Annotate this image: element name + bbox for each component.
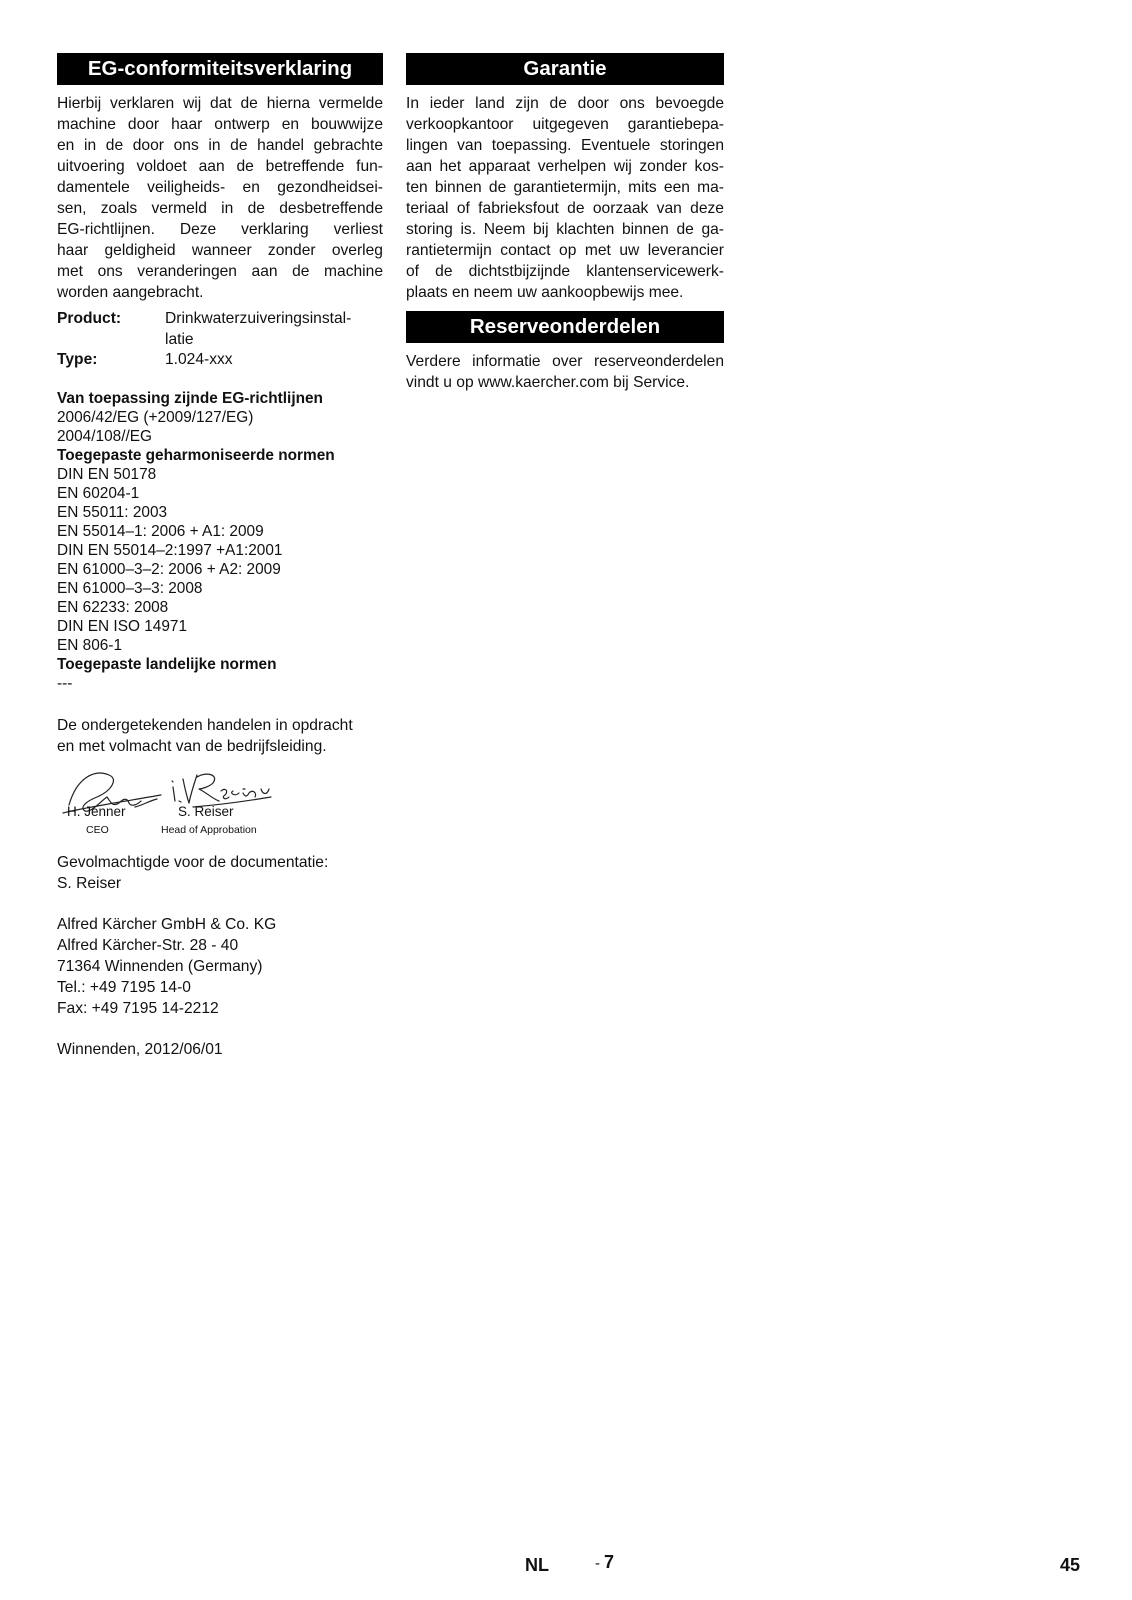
warranty-heading: Garantie <box>406 53 724 85</box>
text-line: of de dichtstbijzijnde klantenservicewerk- <box>406 263 724 280</box>
signature-reiser <box>172 774 269 803</box>
type-label: Type: <box>57 351 98 368</box>
type-row <box>57 350 383 371</box>
text-line: haar geldigheid wanneer zonder overleg <box>57 242 383 259</box>
product-value-line: latie <box>165 330 194 348</box>
harmonised-norm: EN 55011: 2003 <box>57 503 168 521</box>
harmonised-norms-heading: Toegepaste geharmoniseerde normen <box>57 446 335 464</box>
text-line: Verdere informatie over reserveonderdelen <box>406 353 724 370</box>
footer-page-number: 45 <box>1060 1555 1081 1575</box>
address-line: 71364 Winnenden (Germany) <box>57 957 263 975</box>
footer-dash: - <box>595 1555 600 1572</box>
national-norms-value: --- <box>57 674 73 692</box>
declaration-intro <box>57 93 383 303</box>
text-line: plaats en neem uw aankoopbewijs mee. <box>406 284 684 301</box>
harmonised-norm: DIN EN 55014–2:1997 +A1:2001 <box>57 541 283 559</box>
eg-directive: 2006/42/EG (+2009/127/EG) <box>57 408 254 426</box>
harmonised-norm: EN 62233: 2008 <box>57 598 169 616</box>
text-line: EG-richtlijnen. Deze verklaring verliest <box>57 221 383 238</box>
text-line: damentele veiligheids- en gezondheidsei- <box>57 179 383 196</box>
text-line: met ons veranderingen aan de machine <box>57 263 383 280</box>
text-line: en met volmacht van de bedrijfsleiding. <box>57 737 327 755</box>
text-line: uitvoering voldoet aan de betreffende fun- <box>57 158 383 175</box>
signatory-statement <box>57 715 383 757</box>
signatures <box>57 767 383 862</box>
text-line: verkoopkantoor uitgegeven garantiebepa- <box>406 116 724 133</box>
product-value-line: Drinkwaterzuiveringsinstal- <box>165 310 352 327</box>
harmonised-norm: DIN EN 50178 <box>57 465 157 483</box>
address-line: Alfred Kärcher-Str. 28 - 40 <box>57 936 239 954</box>
signer-1-name: H. Jenner <box>67 803 126 819</box>
text-line: S. Reiser <box>57 874 122 892</box>
text-line: aan het apparaat verhelpen wij zonder kos- <box>406 158 724 175</box>
place-date-text: Winnenden, 2012/06/01 <box>57 1040 223 1058</box>
norms-list <box>57 389 383 693</box>
eg-directives-heading: Van toepassing zijnde EG-richtlijnen <box>57 389 323 407</box>
product-value <box>165 309 383 350</box>
text-line: sen, zoals vermeld in de desbetreffende <box>57 200 383 217</box>
declaration-heading: EG-conformiteitsverklaring <box>57 53 383 85</box>
text-line: De ondergetekenden handelen in opdracht <box>57 716 353 734</box>
text-line: storing is. Neem bij klachten binnen de ga- <box>406 221 724 238</box>
signer-1-role: CEO <box>86 823 109 836</box>
eg-directive: 2004/108//EG <box>57 427 152 445</box>
company-address <box>57 914 383 1019</box>
harmonised-norm: EN 806-1 <box>57 636 123 654</box>
text-line: teriaal of fabrieksfout de oorzaak van deze <box>406 200 724 217</box>
signer-2-role: Head of Approbation <box>161 823 257 836</box>
address-line: Fax: +49 7195 14-2212 <box>57 999 219 1017</box>
product-row <box>57 309 383 350</box>
harmonised-norm: EN 61000–3–2: 2006 + A2: 2009 <box>57 560 281 578</box>
spare-parts-text <box>406 351 724 393</box>
spare-parts-heading: Reserveonderdelen <box>406 311 724 343</box>
national-norms-heading: Toegepaste landelijke normen <box>57 655 277 673</box>
product-label: Product: <box>57 310 122 327</box>
text-line: rantietermijn contact op met uw leverancier <box>406 242 724 259</box>
address-line: Alfred Kärcher GmbH & Co. KG <box>57 915 277 933</box>
text-line: Gevolmachtigde voor de documentatie: <box>57 853 329 871</box>
text-line: en in de door ons in de handel gebrachte <box>57 137 383 154</box>
address-line: Tel.: +49 7195 14-0 <box>57 978 191 996</box>
harmonised-norm: DIN EN ISO 14971 <box>57 617 188 635</box>
product-details <box>57 309 383 371</box>
harmonised-norm: EN 61000–3–3: 2008 <box>57 579 203 597</box>
text-line: ten binnen de garantietermijn, mits een ma- <box>406 179 724 196</box>
footer-section-page: 7 <box>604 1552 615 1572</box>
text-line: worden aangebracht. <box>57 284 204 301</box>
text-line: vindt u op www.kaercher.com bij Service. <box>406 374 690 391</box>
text-line: lingen van toepassing. Eventuele storingen <box>406 137 724 154</box>
type-value: 1.024-xxx <box>165 351 233 368</box>
footer-language: NL <box>525 1555 549 1575</box>
text-line: Hierbij verklaren wij dat de hierna vermelde <box>57 95 383 112</box>
warranty-column <box>406 53 724 393</box>
harmonised-norm: EN 60204-1 <box>57 484 140 502</box>
signer-2-name: S. Reiser <box>178 803 234 819</box>
text-line: In ieder land zijn de door ons bevoegde <box>406 95 724 112</box>
declaration-column <box>57 53 383 1060</box>
warranty-text <box>406 93 724 303</box>
place-date <box>57 1039 383 1060</box>
harmonised-norm: EN 55014–1: 2006 + A1: 2009 <box>57 522 264 540</box>
text-line: machine door haar ontwerp en bouwwijze <box>57 116 383 133</box>
